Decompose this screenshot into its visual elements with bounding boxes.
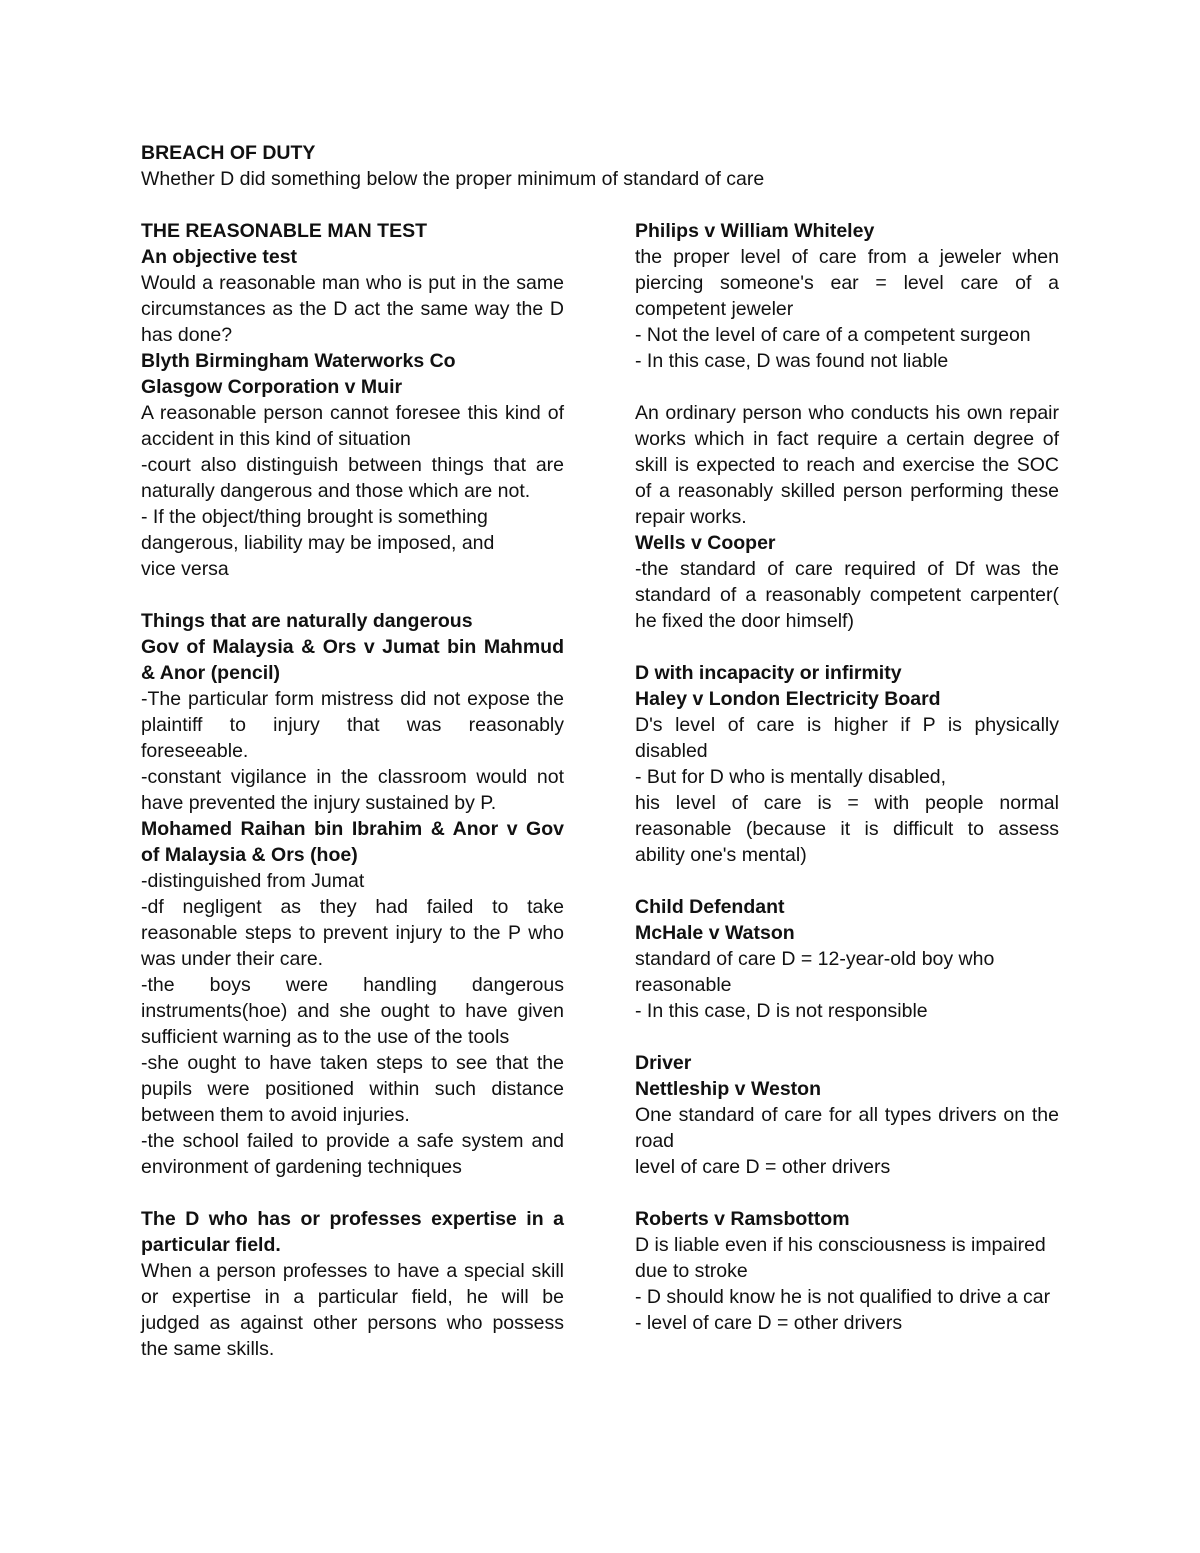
text-line: - Not the level of care of a competent surgeon — [635, 324, 1031, 346]
heading-line: D with incapacity or infirmity — [635, 662, 902, 684]
text-line: naturally dangerous and those which are not. — [141, 480, 531, 502]
text-line: reasonable — [635, 974, 732, 996]
text-line: has done? — [141, 324, 233, 346]
text-line: A reasonable person cannot foresee this kind of — [141, 402, 564, 424]
text-line: - In this case, D was found not liable — [635, 350, 949, 372]
text-line: level of care D = other drivers — [635, 1156, 891, 1178]
text-line: repair works. — [635, 506, 747, 528]
page-subtitle: Whether D did something below the proper minimum of standard of care — [141, 168, 765, 190]
heading-line: particular field. — [141, 1234, 281, 1256]
heading-line: Blyth Birmingham Waterworks Co — [141, 350, 456, 372]
heading-line: of Malaysia & Ors (hoe) — [141, 844, 358, 866]
text-line: When a person professes to have a special skill — [141, 1260, 564, 1282]
text-line: -constant vigilance in the classroom would not — [141, 766, 564, 788]
left-column — [141, 218, 564, 1362]
text-line: the same skills. — [141, 1338, 275, 1360]
heading-line: & Anor (pencil) — [141, 662, 281, 684]
paragraph-gap — [141, 1180, 564, 1206]
heading-line: Things that are naturally dangerous — [141, 610, 473, 632]
paragraph-gap — [141, 582, 564, 608]
text-line: -she ought to have taken steps to see that the — [141, 1052, 564, 1074]
text-line: due to stroke — [635, 1260, 748, 1282]
heading-line: THE REASONABLE MAN TEST — [141, 220, 428, 242]
text-line: standard of a reasonably competent carpenter( — [635, 584, 1059, 606]
text-line: plaintiff to injury that was reasonably — [141, 714, 564, 736]
text-line: reasonable (because it is difficult to assess — [635, 818, 1059, 840]
paragraph-gap — [635, 634, 1059, 660]
text-line: An ordinary person who conducts his own repair — [635, 402, 1059, 424]
heading-line: Nettleship v Weston — [635, 1078, 822, 1100]
text-line: D's level of care is higher if P is physically — [635, 714, 1059, 736]
heading-line: Glasgow Corporation v Muir — [141, 376, 403, 398]
paragraph-gap — [635, 1180, 1059, 1206]
paragraph-gap — [635, 868, 1059, 894]
text-line: pupils were positioned within such distance — [141, 1078, 564, 1100]
text-line: - D should know he is not qualified to drive a car — [635, 1286, 1051, 1308]
text-line: accident in this kind of situation — [141, 428, 411, 450]
text-line: -distinguished from Jumat — [141, 870, 365, 892]
text-line: foreseeable. — [141, 740, 249, 762]
text-line: instruments(hoe) and she ought to have given — [141, 1000, 564, 1022]
heading-line: Roberts v Ramsbottom — [635, 1208, 850, 1230]
text-line: One standard of care for all types drivers on the — [635, 1104, 1059, 1126]
text-line: his level of care is = with people normal — [635, 792, 1059, 814]
text-line: have prevented the injury sustained by P. — [141, 792, 497, 814]
text-line: competent jeweler — [635, 298, 794, 320]
heading-line: Haley v London Electricity Board — [635, 688, 941, 710]
text-line: the proper level of care from a jeweler when — [635, 246, 1059, 268]
text-line: ability one's mental) — [635, 844, 807, 866]
text-line: circumstances as the D act the same way the D — [141, 298, 564, 320]
text-line: skill is expected to reach and exercise the SOC — [635, 454, 1059, 476]
heading-line: Wells v Cooper — [635, 532, 776, 554]
right-column — [635, 218, 1059, 1336]
text-line: dangerous, liability may be imposed, and — [141, 532, 495, 554]
heading-line: An objective test — [141, 246, 298, 268]
paragraph-gap — [635, 374, 1059, 400]
text-line: vice versa — [141, 558, 229, 580]
text-line: he fixed the door himself) — [635, 610, 854, 632]
text-line: of a reasonably skilled person performing these — [635, 480, 1059, 502]
text-line: - In this case, D is not responsible — [635, 1000, 928, 1022]
heading-line: Child Defendant — [635, 896, 785, 918]
heading-line: Driver — [635, 1052, 692, 1074]
text-line: sufficient warning as to the use of the tools — [141, 1026, 510, 1048]
text-line: -the boys were handling dangerous — [141, 974, 564, 996]
text-line: piercing someone's ear = level care of a — [635, 272, 1059, 294]
heading-line: McHale v Watson — [635, 922, 795, 944]
text-line: standard of care D = 12-year-old boy who — [635, 948, 995, 970]
text-line: reasonable steps to prevent injury to the P who — [141, 922, 564, 944]
text-line: was under their care. — [141, 948, 324, 970]
text-line: - If the object/thing brought is something — [141, 506, 488, 528]
text-line: -the standard of care required of Df was the — [635, 558, 1059, 580]
text-line: Would a reasonable man who is put in the same — [141, 272, 564, 294]
page-title: BREACH OF DUTY — [141, 142, 316, 164]
text-line: between them to avoid injuries. — [141, 1104, 410, 1126]
text-line: D is liable even if his consciousness is impaired — [635, 1234, 1046, 1256]
text-line: -the school failed to provide a safe system and — [141, 1130, 564, 1152]
heading-line: Philips v William Whiteley — [635, 220, 875, 242]
text-line: judged as against other persons who possess — [141, 1312, 564, 1334]
text-line: environment of gardening techniques — [141, 1156, 462, 1178]
text-line: -df negligent as they had failed to take — [141, 896, 564, 918]
paragraph-gap — [635, 1024, 1059, 1050]
text-line: works which in fact require a certain degree of — [635, 428, 1059, 450]
heading-line: The D who has or professes expertise in a — [141, 1208, 564, 1230]
text-line: road — [635, 1130, 675, 1152]
text-line: or expertise in a particular field, he will be — [141, 1286, 564, 1308]
text-line: - level of care D = other drivers — [635, 1312, 903, 1334]
text-line: disabled — [635, 740, 708, 762]
text-line: - But for D who is mentally disabled, — [635, 766, 947, 788]
text-line: -court also distinguish between things that are — [141, 454, 564, 476]
heading-line: Mohamed Raihan bin Ibrahim & Anor v Gov — [141, 818, 564, 840]
heading-line: Gov of Malaysia & Ors v Jumat bin Mahmud — [141, 636, 564, 658]
text-line: -The particular form mistress did not expose the — [141, 688, 564, 710]
